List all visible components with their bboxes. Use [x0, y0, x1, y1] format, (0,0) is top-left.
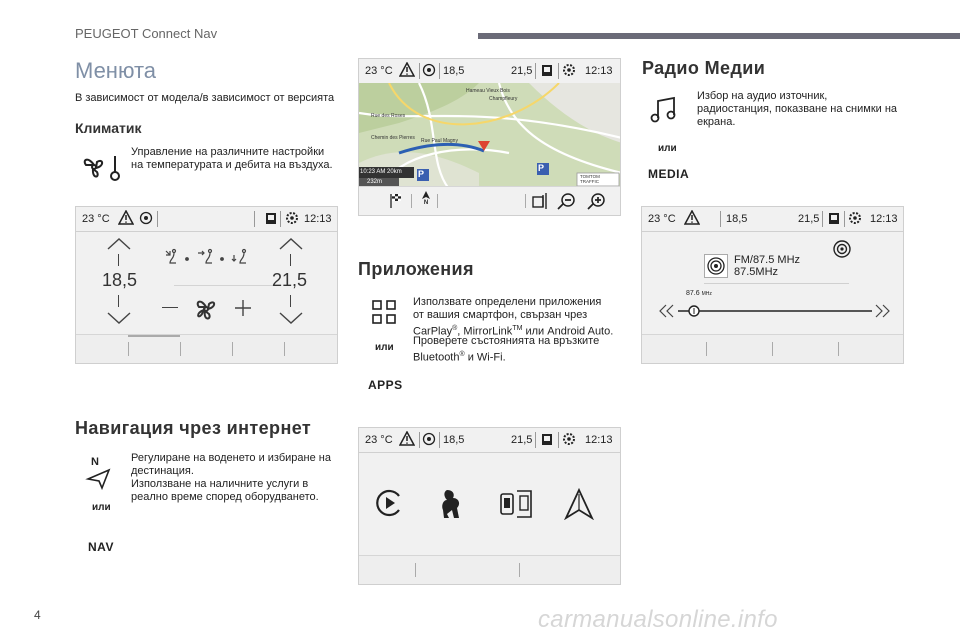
apps-desc-line1: Използвате определени приложения — [413, 296, 602, 308]
mirrorlink-icon[interactable] — [499, 488, 535, 520]
climate-desc-line2: на температурата и дебита на въздуха. — [131, 159, 333, 171]
warning-icon — [684, 210, 700, 225]
status-left-setpoint: 18,5 — [443, 434, 465, 446]
settings-icon — [848, 211, 862, 225]
nav-or-label: или — [92, 502, 111, 513]
sim-card-icon — [540, 63, 554, 77]
map-label: Rue Paul Magny — [421, 138, 458, 144]
status-temperature: 23 °C — [365, 65, 393, 77]
carplay-icon[interactable] — [374, 488, 404, 518]
warning-icon — [118, 210, 134, 225]
compass-north-icon[interactable] — [419, 190, 433, 206]
fan-increase-button[interactable] — [234, 299, 252, 317]
destination-flag-icon[interactable] — [389, 193, 403, 209]
section-subtitle: В зависимост от модела/в зависимост от версията — [75, 92, 335, 104]
map-screen — [358, 58, 621, 216]
apps-heading: Приложения — [358, 259, 474, 279]
settings-icon — [562, 432, 576, 446]
nav-button-label: NAV — [88, 540, 114, 554]
status-time: 12:13 — [870, 213, 898, 225]
map-label: Rue des Roses — [371, 113, 406, 119]
status-bar — [642, 207, 903, 232]
climate-screen — [75, 206, 338, 364]
zoom-out-icon[interactable] — [557, 192, 577, 210]
radio-frequency: 87.5MHz — [734, 266, 779, 278]
apps-screen-footer — [359, 555, 620, 584]
radio-station-icon — [704, 254, 728, 278]
apps-button-label: APPS — [368, 378, 403, 392]
warning-icon — [399, 62, 415, 77]
apps-grid-icon — [372, 300, 396, 324]
north-label: N — [91, 456, 99, 468]
page-number: 4 — [34, 608, 41, 622]
eta-time: 10:23 AM — [360, 169, 386, 175]
settings-icon — [562, 63, 576, 77]
status-time: 12:13 — [304, 213, 332, 225]
map-area[interactable] — [359, 83, 621, 189]
climate-desc-line1: Управление на различните настройки — [131, 146, 325, 158]
air-distribution-icons[interactable] — [162, 247, 256, 267]
map-label: Champfleury — [489, 96, 518, 102]
status-time: 12:13 — [585, 65, 613, 77]
apps-desc-line3: CarPlay®, MirrorLink™ или Android Auto. — [413, 325, 614, 338]
right-temp-up-icon[interactable] — [278, 237, 304, 251]
parking-icon: P — [538, 163, 545, 173]
nav-desc-line4: реално време според оборудването. — [131, 491, 319, 503]
climate-heading: Климатик — [75, 120, 142, 136]
radio-desc-line1: Избор на аудио източник, — [697, 90, 828, 102]
status-left-setpoint: 18,5 — [726, 213, 748, 225]
slider-value-label: 87.6 MHz — [686, 290, 712, 297]
nav-desc-line1: Регулиране на воденето и избиране на — [131, 452, 331, 464]
map-toolbar — [359, 186, 620, 215]
climate-screen-footer — [76, 334, 337, 363]
radio-desc-line3: екрана. — [697, 116, 736, 128]
next-turn-distance: 232m — [367, 179, 383, 185]
left-temp-up-icon[interactable] — [106, 237, 132, 251]
status-left-setpoint: 18,5 — [443, 65, 465, 77]
eta-distance: 20km — [387, 169, 402, 175]
parking-icon: P — [418, 169, 425, 179]
settings-icon — [285, 211, 299, 225]
android-auto-icon[interactable] — [564, 488, 594, 520]
connectivity-icon — [139, 211, 153, 225]
media-or-label: или — [658, 143, 677, 154]
apps-desc-line5: Bluetooth® и Wi-Fi. — [413, 351, 506, 364]
radio-screen — [641, 206, 904, 364]
status-time: 12:13 — [585, 434, 613, 446]
frequency-slider[interactable] — [658, 303, 890, 319]
apps-desc-line2: от вашия смартфон, свързан чрез — [413, 309, 588, 321]
sim-card-icon — [264, 211, 278, 225]
document-header-title: PEUGEOT Connect Nav — [75, 26, 218, 41]
radio-desc-line2: радиостанция, показване на снимки на — [697, 103, 898, 115]
radio-screen-footer — [642, 334, 903, 363]
connectivity-icon — [422, 432, 436, 446]
navigation-heading: Навигация чрез интернет — [75, 418, 312, 438]
radio-station-name: FM/87.5 MHz — [734, 254, 801, 266]
status-bar — [359, 59, 620, 84]
status-temperature: 23 °C — [365, 434, 393, 446]
radio-media-heading: Радио Медии — [642, 58, 766, 78]
tomtom-traffic-logo: TOMTOM TRAFFIC — [580, 174, 600, 184]
status-temperature: 23 °C — [82, 213, 110, 225]
map-layers-icon[interactable] — [531, 192, 549, 210]
status-temperature: 23 °C — [648, 213, 676, 225]
radio-source-icon[interactable] — [832, 239, 852, 259]
music-note-icon — [650, 96, 678, 124]
apps-or-label: или — [375, 342, 394, 353]
apps-desc-line4: Проверете състоянията на връзките — [413, 335, 600, 347]
connectivity-icon — [422, 63, 436, 77]
map-label: Hameau Vieux Bois — [466, 88, 510, 94]
status-right-setpoint: 21,5 — [511, 65, 533, 77]
navigation-icon — [85, 456, 111, 490]
section-title-menus: Менюта — [75, 58, 157, 83]
left-temperature-value: 18,5 — [102, 270, 138, 290]
fan-icon — [192, 295, 220, 323]
fan-decrease-button[interactable] — [162, 307, 178, 308]
status-right-setpoint: 21,5 — [798, 213, 820, 225]
media-button-label: MEDIA — [648, 167, 690, 181]
right-temp-down-icon[interactable] — [278, 311, 304, 325]
right-temperature-value: 21,5 — [272, 270, 308, 290]
sim-card-icon — [827, 211, 841, 225]
left-temp-down-icon[interactable] — [106, 311, 132, 325]
apps-screen — [358, 427, 621, 585]
zoom-in-icon[interactable] — [587, 192, 607, 210]
status-bar — [76, 207, 337, 232]
eta-panel — [360, 169, 402, 175]
nav-desc-line3: Използване на наличните услуги в — [131, 478, 309, 490]
sim-card-icon — [540, 432, 554, 446]
peugeot-lion-icon[interactable] — [437, 488, 465, 520]
header-bar — [478, 33, 960, 39]
watermark: carmanualsonline.info — [538, 606, 778, 633]
status-bar — [359, 428, 620, 453]
map-label: Chemin des Pierres — [371, 135, 415, 141]
compass-north-label: N — [423, 200, 429, 206]
climate-icon — [80, 150, 126, 184]
nav-desc-line2: дестинация. — [131, 465, 194, 477]
status-right-setpoint: 21,5 — [511, 434, 533, 446]
warning-icon — [399, 431, 415, 446]
